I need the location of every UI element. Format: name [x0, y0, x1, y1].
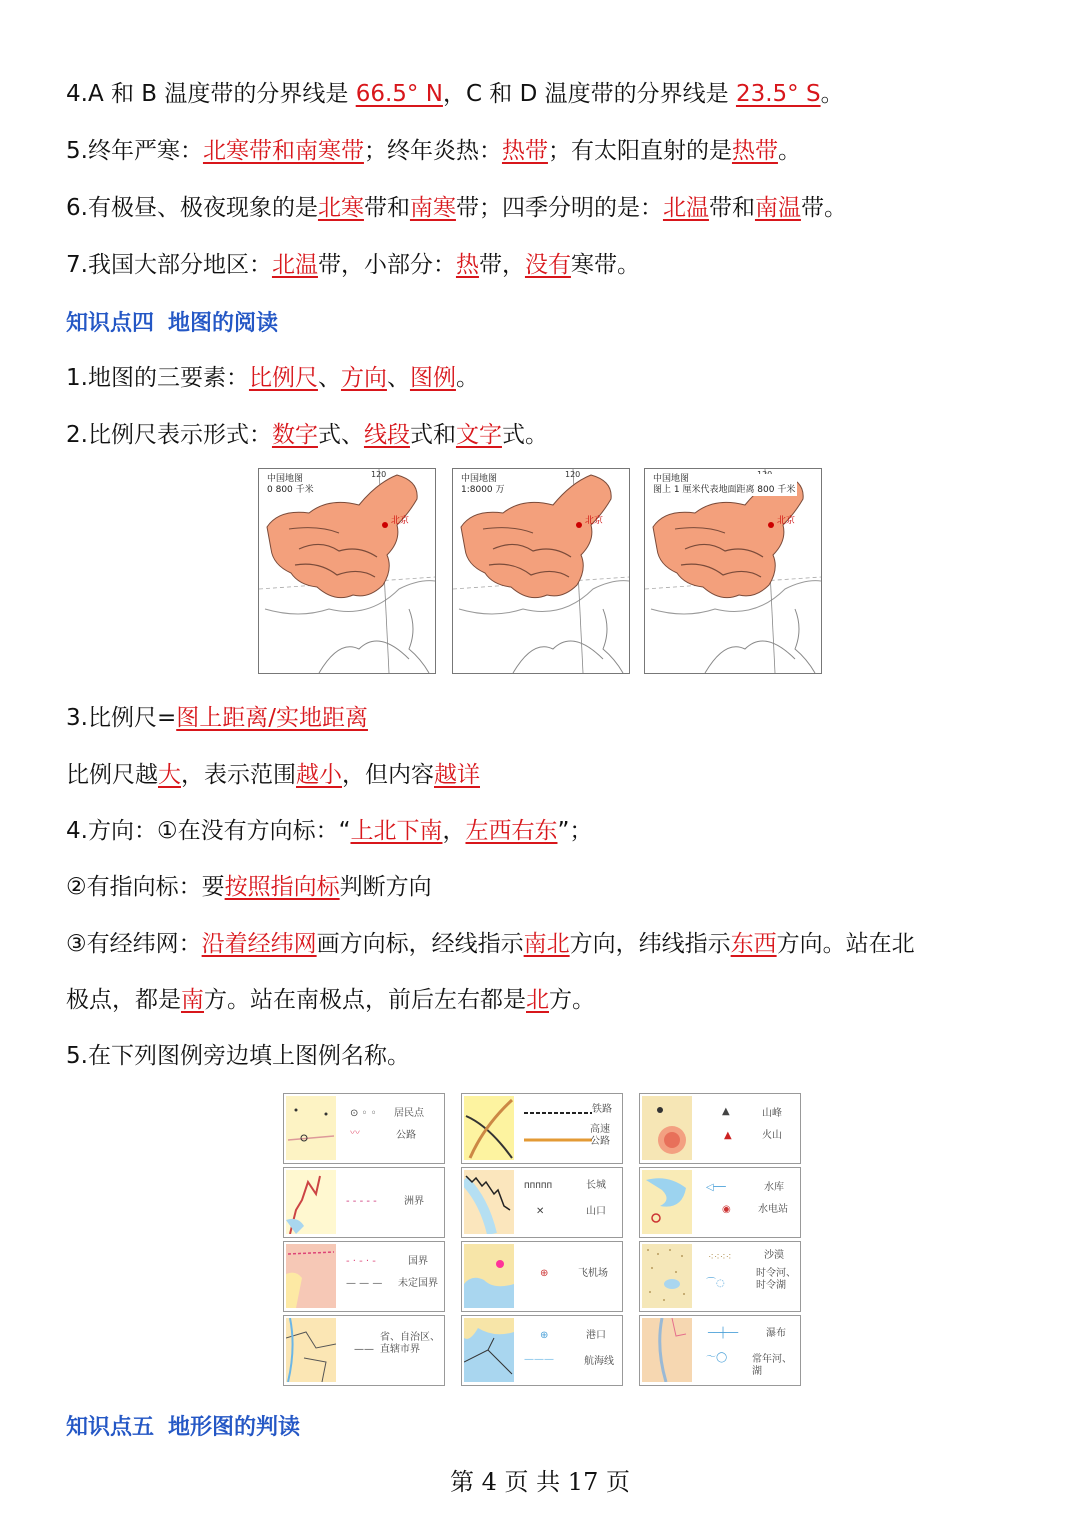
- reservoir-icon: ◁──: [706, 1182, 726, 1193]
- answer: 北寒带和南寒带: [202, 138, 364, 164]
- province-boundary-icon: ——: [354, 1344, 374, 1355]
- legend-cell-settlement-road: ⊙ ◦ ◦ 〰 居民点 公路: [283, 1093, 445, 1164]
- answer: 沿着经纬网: [201, 931, 317, 957]
- port-icon: ⊕: [540, 1330, 549, 1341]
- map-scale-label: 中国地图 0 800 千米: [267, 474, 314, 495]
- legend-cell-port-route: ⊕ ——— 港口 航海线: [461, 1315, 623, 1386]
- china-map-linear-scale: [258, 468, 436, 674]
- answer: 越小: [296, 762, 342, 788]
- longitude-tick: 120: [565, 470, 581, 479]
- legend-thumb: [286, 1170, 336, 1234]
- answer: 南: [181, 987, 204, 1013]
- answer: 南北: [523, 931, 570, 957]
- legend-cell-province-boundary: —— 省、自治区、直辖市界: [283, 1315, 445, 1386]
- legend-thumb: [642, 1096, 692, 1160]
- answer: 北寒: [317, 195, 364, 221]
- hydropower-icon: ◉: [722, 1204, 731, 1215]
- answer: 南温: [754, 195, 801, 221]
- answer: 上北下南: [350, 818, 443, 844]
- china-outline: [453, 469, 629, 673]
- line-direction-default: 4.方向：①在没有方向标：“上北下南，左西右东”；: [66, 818, 593, 844]
- legend-thumb: [642, 1244, 692, 1308]
- map-scale-label: 中国地图 图上 1 厘米代表地面距离 800 千米: [653, 474, 796, 495]
- answer: 图上距离/实地距离: [176, 705, 368, 731]
- answer: 线段: [363, 422, 410, 448]
- continent-boundary-icon: - - - - -: [346, 1196, 377, 1207]
- answer: 大: [158, 762, 181, 788]
- line-poles: 极点，都是南方。站在南极点，前后左右都是北方。: [66, 987, 595, 1013]
- legend-cell-peak-volcano: ▲ ▲ 山峰 火山: [639, 1093, 801, 1164]
- legend-thumb: [464, 1096, 514, 1160]
- legend-cell-reservoir-station: ◁── ◉ 水库 水电站: [639, 1167, 801, 1238]
- legend-cell-national-border: - · - · - — — — 国界 未定国界: [283, 1241, 445, 1312]
- china-outline: [645, 469, 821, 673]
- line-boundary-ab-cd: 4.A 和 B 温度带的分界线是 66.5° N，C 和 D 温度带的分界线是 23.5° S。: [66, 81, 844, 107]
- legend-thumb: [464, 1244, 514, 1308]
- answer: 东西: [730, 931, 777, 957]
- legend-thumb: [464, 1170, 514, 1234]
- pass-icon: ✕: [536, 1206, 545, 1217]
- china-outline: [259, 469, 435, 673]
- legend-cell-wall-pass: ᴨᴨᴨᴨᴨ ✕ 长城 山口: [461, 1167, 623, 1238]
- answer: 图例: [409, 365, 456, 391]
- answer: 热带: [501, 138, 548, 164]
- answer: 北温: [662, 195, 709, 221]
- waterfall-icon: ──┼──: [708, 1328, 739, 1339]
- answer: 23.5° S: [735, 81, 821, 107]
- answer: 比例尺: [248, 365, 318, 391]
- legend-thumb: [286, 1096, 336, 1160]
- answer: 北: [526, 987, 549, 1013]
- line-cold-hot-zones: 5.终年严寒：北寒带和南寒带；终年炎热：热带；有太阳直射的是热带。: [66, 138, 801, 164]
- answer: 66.5° N: [355, 81, 443, 107]
- answer: 越详: [434, 762, 480, 788]
- longitude-tick: 120: [371, 470, 387, 479]
- line-china-zones: 7.我国大部分地区：北温带，小部分：热带，没有寒带。: [66, 252, 640, 278]
- settlement-icon: ⊙ ◦ ◦: [350, 1108, 377, 1119]
- answer: 按照指向标: [224, 874, 340, 900]
- answer: 热: [455, 252, 479, 278]
- section-heading-4: 知识点四 地图的阅读: [66, 311, 279, 336]
- answer: 方向: [340, 365, 387, 391]
- line-scale-formula: 3.比例尺=图上距离/实地距离: [66, 705, 368, 731]
- line-scale-size: 比例尺越大，表示范围越小，但内容越详: [66, 762, 480, 788]
- undetermined-border-icon: — — —: [346, 1278, 383, 1289]
- capital-label: 北京: [777, 516, 796, 526]
- legend-figure: [283, 1093, 801, 1386]
- capital-label: 北京: [391, 516, 410, 526]
- answer: 热带: [731, 138, 778, 164]
- page-footer: 第 4 页 共 17 页: [450, 1468, 630, 1496]
- national-border-icon: - · - · -: [346, 1256, 376, 1267]
- line-direction-arrow: ②有指向标：要按照指向标判断方向: [66, 874, 432, 900]
- line-legend-task: 5.在下列图例旁边填上图例名称。: [66, 1043, 410, 1069]
- line-map-elements: 1.地图的三要素：比例尺、方向、图例。: [66, 365, 479, 391]
- legend-cell-airport: ⊕ 飞机场: [461, 1241, 623, 1312]
- legend-cell-desert-seasonal: ⁖⁖⁖⁖ ⌒◌ 沙漠 时令河、时令湖: [639, 1241, 801, 1312]
- line-polar-day-seasons: 6.有极昼、极夜现象的是北寒带和南寒带；四季分明的是：北温带和南温带。: [66, 195, 847, 221]
- road-icon: 〰: [350, 1128, 360, 1139]
- sea-route-icon: ———: [524, 1354, 554, 1365]
- river-lake-icon: 〜◯: [706, 1352, 728, 1363]
- desert-icon: ⁖⁖⁖⁖: [708, 1252, 732, 1263]
- answer: 数字: [271, 422, 318, 448]
- scale-maps-figure: [258, 468, 822, 674]
- legend-thumb: [286, 1318, 336, 1382]
- answer: 没有: [524, 252, 571, 278]
- great-wall-icon: ᴨᴨᴨᴨᴨ: [524, 1180, 553, 1191]
- seasonal-river-icon: ⌒◌: [706, 1278, 725, 1289]
- china-map-numeric-scale: [452, 468, 630, 674]
- map-scale-label: 中国地图 1:8000 万: [461, 474, 505, 495]
- answer: 文字: [455, 422, 502, 448]
- answer: 南寒: [409, 195, 456, 221]
- legend-cell-waterfall-river: ──┼── 〜◯ 瀑布 常年河、湖: [639, 1315, 801, 1386]
- section-heading-5: 知识点五 地形图的判读: [66, 1415, 301, 1440]
- legend-thumb: [286, 1244, 336, 1308]
- answer: 北温: [271, 252, 318, 278]
- capital-label: 北京: [585, 516, 604, 526]
- legend-thumb: [642, 1318, 692, 1382]
- peak-icon: ▲: [722, 1106, 730, 1117]
- volcano-icon: ▲: [724, 1130, 732, 1141]
- legend-thumb: [464, 1318, 514, 1382]
- legend-cell-continent-boundary: - - - - - 洲界: [283, 1167, 445, 1238]
- railway-icon: [524, 1108, 594, 1148]
- legend-thumb: [642, 1170, 692, 1234]
- answer: 左西右东: [465, 818, 558, 844]
- legend-cell-railway-highway: 铁路 高速公路: [461, 1093, 623, 1164]
- line-scale-forms: 2.比例尺表示形式：数字式、线段式和文字式。: [66, 422, 548, 448]
- china-map-text-scale: [644, 468, 822, 674]
- line-direction-grid: ③有经纬网：沿着经纬网画方向标，经线指示南北方向，纬线指示东西方向。站在北: [66, 931, 915, 957]
- airport-icon: ⊕: [540, 1268, 549, 1279]
